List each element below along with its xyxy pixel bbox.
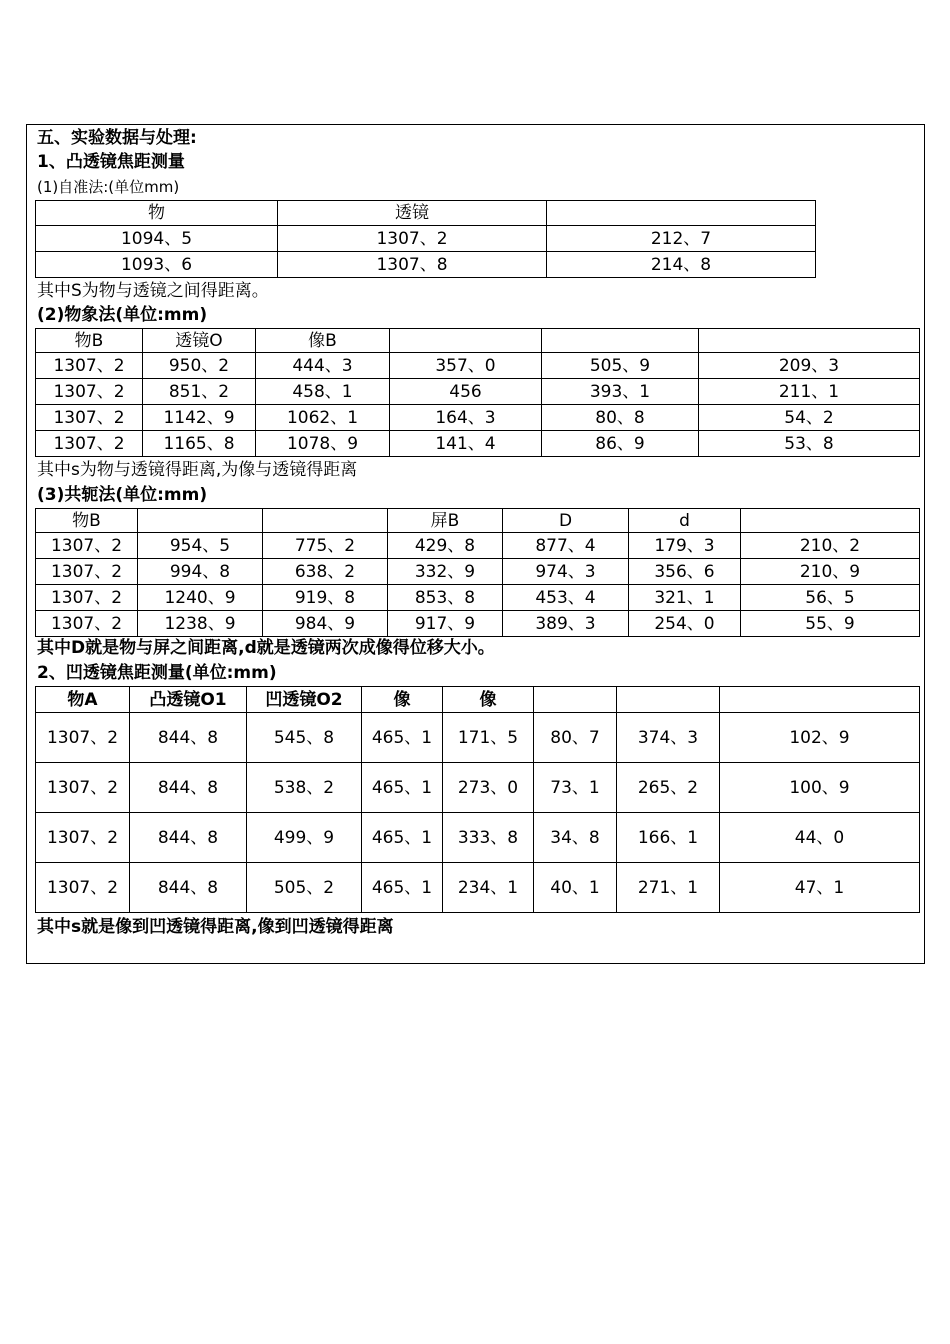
table-row: [36, 431, 920, 457]
table-cell: 1307、8: [278, 252, 547, 278]
table-cell: 954、5: [138, 533, 263, 559]
header-cell: [699, 329, 920, 353]
table-cell: 505、9: [542, 353, 699, 379]
table-cell: 465、1: [362, 713, 443, 763]
table-cell: 44、0: [720, 813, 920, 863]
table-cell: 54、2: [699, 405, 920, 431]
header-cell: 像B: [256, 329, 390, 353]
header-cell: [542, 329, 699, 353]
method1-note: 其中S为物与透镜之间得距离。: [37, 281, 269, 301]
table-cell: 984、9: [263, 611, 388, 637]
table-row: [36, 713, 920, 763]
table-cell: 538、2: [247, 763, 362, 813]
table-row: [36, 533, 920, 559]
table-cell: 844、8: [130, 713, 247, 763]
header-cell: 物: [36, 201, 278, 226]
table-cell: 1307、2: [36, 353, 143, 379]
table-cell: 877、4: [503, 533, 629, 559]
table-cell: 1307、2: [36, 559, 138, 585]
conjugate-table: [35, 508, 920, 637]
table-cell: 80、8: [542, 405, 699, 431]
header-cell: 像: [443, 687, 534, 713]
table-row: [36, 405, 920, 431]
header-cell: d: [629, 509, 741, 533]
header-cell: [547, 201, 816, 226]
table-cell: 919、8: [263, 585, 388, 611]
concave-lens-table: [35, 686, 920, 913]
table-cell: 393、1: [542, 379, 699, 405]
header-cell: 透镜: [278, 201, 547, 226]
table-cell: 1062、1: [256, 405, 390, 431]
table-cell: 164、3: [390, 405, 542, 431]
table-header-row: [36, 687, 920, 713]
table-cell: 1307、2: [36, 763, 130, 813]
table-cell: 505、2: [247, 863, 362, 913]
table-header-row: [36, 509, 920, 533]
table-cell: 179、3: [629, 533, 741, 559]
table-cell: 844、8: [130, 763, 247, 813]
table-cell: 80、7: [534, 713, 617, 763]
table-cell: 950、2: [143, 353, 256, 379]
table-cell: 465、1: [362, 813, 443, 863]
header-cell: 物A: [36, 687, 130, 713]
table-cell: 210、2: [741, 533, 920, 559]
table-cell: 55、9: [741, 611, 920, 637]
table-cell: 389、3: [503, 611, 629, 637]
section1-title: 1、凸透镜焦距测量: [37, 152, 185, 172]
header-cell: 凹透镜O2: [247, 687, 362, 713]
header-cell: [617, 687, 720, 713]
table-row: [36, 611, 920, 637]
table-cell: 444、3: [256, 353, 390, 379]
table-row: [36, 585, 920, 611]
table-cell: 356、6: [629, 559, 741, 585]
table-cell: 56、5: [741, 585, 920, 611]
table-cell: 1307、2: [36, 813, 130, 863]
header-cell: [534, 687, 617, 713]
table-cell: 844、8: [130, 863, 247, 913]
table-cell: 851、2: [143, 379, 256, 405]
header-cell: 物B: [36, 509, 138, 533]
table-cell: 844、8: [130, 813, 247, 863]
table-cell: 214、8: [547, 252, 816, 278]
table-cell: 254、0: [629, 611, 741, 637]
table-cell: 1142、9: [143, 405, 256, 431]
table-cell: 1238、9: [138, 611, 263, 637]
table-cell: 994、8: [138, 559, 263, 585]
table-row: [36, 763, 920, 813]
table-cell: 1307、2: [36, 379, 143, 405]
table-cell: 212、7: [547, 226, 816, 252]
table-cell: 458、1: [256, 379, 390, 405]
table-cell: 1307、2: [36, 533, 138, 559]
header-cell: 透镜O: [143, 329, 256, 353]
table-cell: 234、1: [443, 863, 534, 913]
table-cell: 53、8: [699, 431, 920, 457]
method2-note: 其中s为物与透镜得距离,为像与透镜得距离: [37, 460, 358, 480]
method1-title: (1)自准法:(单位mm): [37, 178, 180, 196]
table-cell: 271、1: [617, 863, 720, 913]
header-cell: [390, 329, 542, 353]
method3-title: (3)共轭法(单位:mm): [37, 485, 208, 505]
table-cell: 40、1: [534, 863, 617, 913]
table-cell: 499、9: [247, 813, 362, 863]
method2-title: (2)物象法(单位:mm): [37, 305, 208, 325]
table-row: [36, 863, 920, 913]
table-cell: 456: [390, 379, 542, 405]
table-header-row: [36, 201, 816, 226]
header-cell: 凸透镜O1: [130, 687, 247, 713]
table-cell: 100、9: [720, 763, 920, 813]
table-cell: 1307、2: [36, 405, 143, 431]
table-cell: 321、1: [629, 585, 741, 611]
table-row: [36, 813, 920, 863]
table-cell: 47、1: [720, 863, 920, 913]
table-cell: 1307、2: [36, 611, 138, 637]
table-row: [36, 379, 920, 405]
table-row: [36, 353, 920, 379]
table-cell: 453、4: [503, 585, 629, 611]
table-cell: 1307、2: [36, 431, 143, 457]
table-cell: 1078、9: [256, 431, 390, 457]
header-cell: [263, 509, 388, 533]
header-cell: [138, 509, 263, 533]
section2-title: 2、凹透镜焦距测量(单位:mm): [37, 663, 277, 683]
table-cell: 86、9: [542, 431, 699, 457]
table-cell: 374、3: [617, 713, 720, 763]
table-cell: 34、8: [534, 813, 617, 863]
table-cell: 638、2: [263, 559, 388, 585]
header-cell: D: [503, 509, 629, 533]
table-cell: 1307、2: [278, 226, 547, 252]
header-cell: [741, 509, 920, 533]
table-cell: 853、8: [388, 585, 503, 611]
table-cell: 1094、5: [36, 226, 278, 252]
table-cell: 545、8: [247, 713, 362, 763]
table-cell: 210、9: [741, 559, 920, 585]
table-cell: 1307、2: [36, 863, 130, 913]
table-cell: 974、3: [503, 559, 629, 585]
table-cell: 73、1: [534, 763, 617, 813]
header-cell: 物B: [36, 329, 143, 353]
table-cell: 775、2: [263, 533, 388, 559]
table-cell: 1307、2: [36, 585, 138, 611]
table-row: [36, 559, 920, 585]
table-cell: 465、1: [362, 863, 443, 913]
section2-note: 其中s就是像到凹透镜得距离,像到凹透镜得距离: [37, 917, 394, 937]
table-cell: 171、5: [443, 713, 534, 763]
table-cell: 332、9: [388, 559, 503, 585]
table-cell: 1165、8: [143, 431, 256, 457]
table-cell: 1240、9: [138, 585, 263, 611]
table-cell: 141、4: [390, 431, 542, 457]
autocollimation-table: [35, 200, 816, 278]
table-cell: 429、8: [388, 533, 503, 559]
table-cell: 273、0: [443, 763, 534, 813]
table-cell: 102、9: [720, 713, 920, 763]
table-cell: 917、9: [388, 611, 503, 637]
object-image-table: [35, 328, 920, 457]
table-row: [36, 252, 816, 278]
method3-note: 其中D就是物与屏之间距离,d就是透镜两次成像得位移大小。: [37, 638, 495, 658]
header-cell: 像: [362, 687, 443, 713]
table-cell: 465、1: [362, 763, 443, 813]
table-cell: 211、1: [699, 379, 920, 405]
header-cell: 屏B: [388, 509, 503, 533]
table-cell: 333、8: [443, 813, 534, 863]
table-cell: 265、2: [617, 763, 720, 813]
report-heading: 五、实验数据与处理:: [37, 128, 197, 148]
table-cell: 209、3: [699, 353, 920, 379]
table-cell: 166、1: [617, 813, 720, 863]
header-cell: [720, 687, 920, 713]
table-header-row: [36, 329, 920, 353]
table-row: [36, 226, 816, 252]
table-cell: 357、0: [390, 353, 542, 379]
table-cell: 1307、2: [36, 713, 130, 763]
table-cell: 1093、6: [36, 252, 278, 278]
